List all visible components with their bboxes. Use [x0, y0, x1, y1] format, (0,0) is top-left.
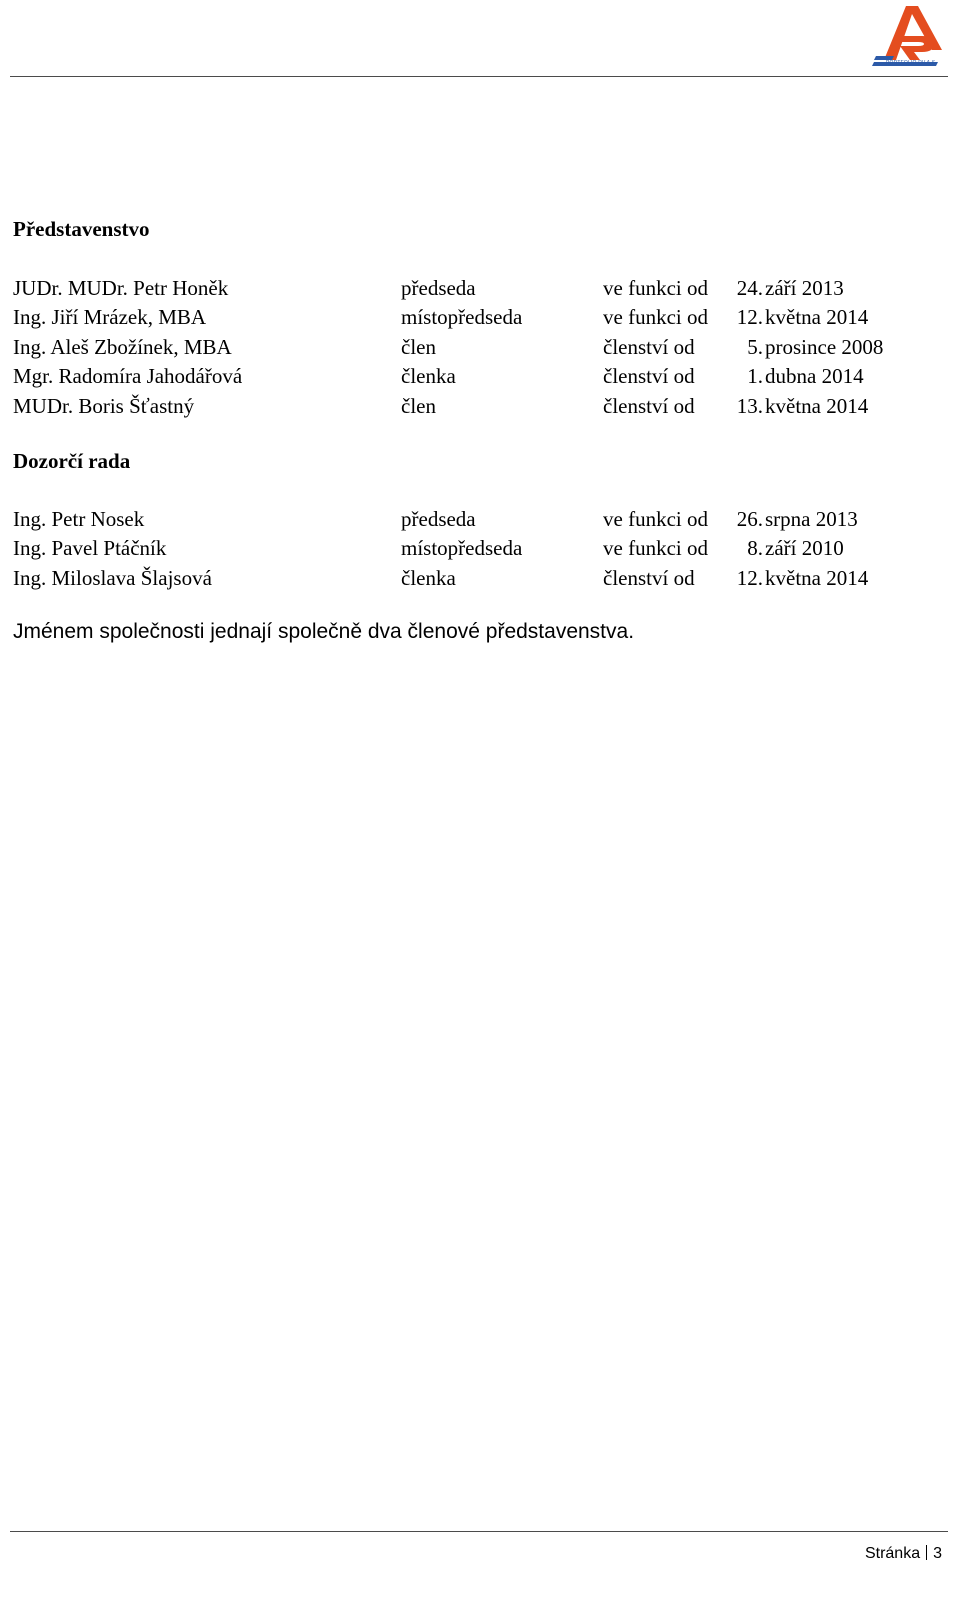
member-name: MUDr. Boris Šťastný — [13, 394, 195, 418]
member-since-label: ve funkci od — [603, 276, 708, 300]
board-heading: Představenstvo — [13, 217, 150, 241]
member-name: Ing. Pavel Ptáčník — [13, 536, 167, 560]
member-date: září 2010 — [765, 536, 844, 560]
member-since-label: ve funkci od — [603, 507, 708, 531]
page-label: Stránka — [864, 1545, 921, 1562]
board-row — [13, 303, 943, 331]
member-date: srpna 2013 — [765, 507, 858, 531]
member-day: 1. — [747, 364, 763, 388]
member-since-label: členství od — [603, 335, 695, 359]
member-since-label: ve funkci od — [603, 305, 708, 329]
member-date: května 2014 — [765, 305, 869, 329]
member-date: dubna 2014 — [765, 364, 864, 388]
member-day: 8. — [747, 536, 763, 560]
member-day: 13. — [736, 394, 763, 418]
member-since-label: členství od — [603, 566, 695, 590]
member-day: 12. — [736, 305, 763, 329]
member-name: Ing. Miloslava Šlajsová — [13, 566, 212, 590]
header-divider — [10, 76, 948, 77]
board-row — [13, 362, 943, 390]
member-name: Ing. Petr Nosek — [13, 507, 145, 531]
member-name: Mgr. Radomíra Jahodářová — [13, 364, 243, 388]
page-number: 3 — [933, 1545, 942, 1562]
member-role: předseda — [401, 276, 476, 300]
member-name: Ing. Jiří Mrázek, MBA — [13, 305, 207, 329]
page-footer — [865, 1545, 942, 1563]
member-day: 5. — [747, 335, 763, 359]
member-role: členka — [401, 364, 456, 388]
supervisory-heading: Dozorčí rada — [13, 449, 131, 473]
representation-note: Jménem společnosti jednají společně dva členové představenstva. — [13, 620, 635, 643]
footer-separator — [926, 1545, 927, 1560]
footer-divider — [10, 1531, 948, 1532]
supervisory-row — [13, 534, 943, 562]
member-date: prosince 2008 — [765, 335, 884, 359]
member-since-label: ve funkci od — [603, 536, 708, 560]
board-row — [13, 333, 943, 361]
member-day: 12. — [736, 566, 763, 590]
board-row — [13, 274, 943, 302]
member-name: Ing. Aleš Zbožínek, MBA — [13, 335, 232, 359]
supervisory-row — [13, 564, 943, 592]
member-since-label: členství od — [603, 364, 695, 388]
member-role: člen — [401, 394, 436, 418]
supervisory-row — [13, 505, 943, 533]
member-role: předseda — [401, 507, 476, 531]
member-role: člen — [401, 335, 436, 359]
member-name: JUDr. MUDr. Petr Honěk — [13, 276, 229, 300]
member-day: 24. — [736, 276, 763, 300]
member-day: 26. — [736, 507, 763, 531]
logo-text: PORTFOLIO RV.A.S. — [886, 60, 937, 66]
member-role: místopředseda — [401, 536, 523, 560]
member-date: září 2013 — [765, 276, 844, 300]
member-role: místopředseda — [401, 305, 523, 329]
member-since-label: členství od — [603, 394, 695, 418]
member-role: členka — [401, 566, 456, 590]
member-date: května 2014 — [765, 394, 869, 418]
board-row — [13, 392, 943, 420]
member-date: května 2014 — [765, 566, 869, 590]
